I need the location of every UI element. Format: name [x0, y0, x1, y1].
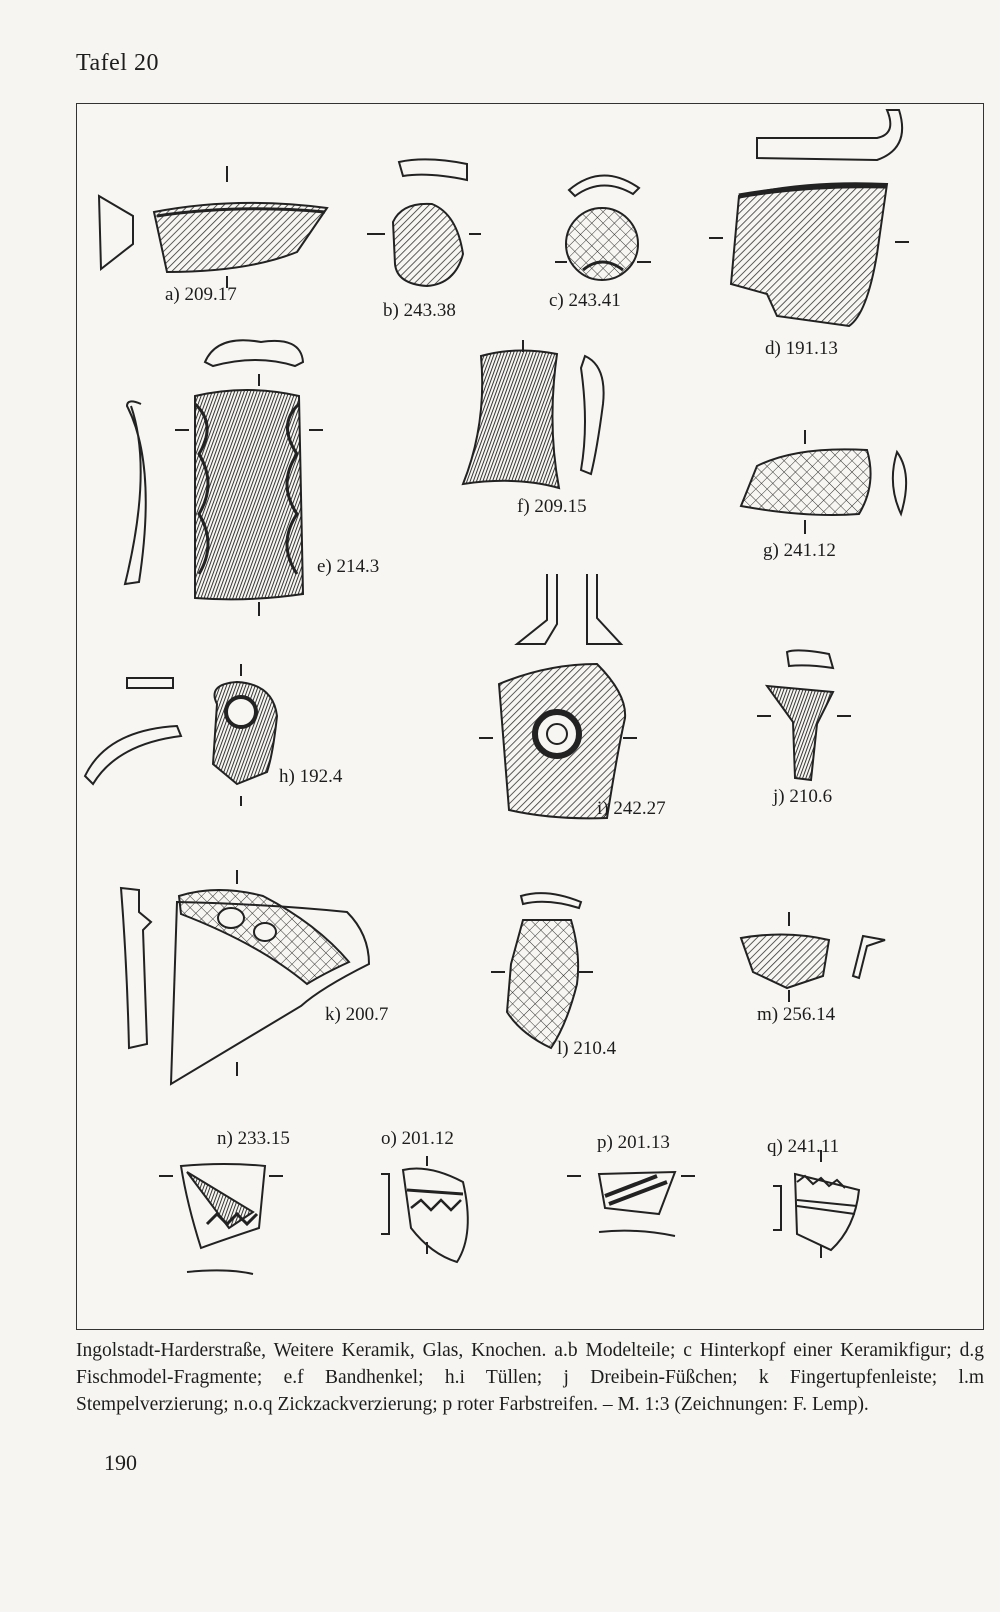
figure-label-b: b) 243.38	[383, 300, 456, 321]
fragment-l-profile-drawing	[517, 574, 621, 644]
fragment-a-drawing	[99, 166, 327, 288]
figure-label-d: d) 191.13	[765, 338, 838, 359]
fragment-l-drawing	[491, 893, 593, 1048]
figure-label-q: q) 241.11	[767, 1136, 840, 1157]
fragment-c-drawing	[555, 175, 651, 280]
fragment-f-drawing	[463, 340, 604, 488]
figure-label-l: l) 210.4	[557, 1038, 617, 1059]
figure-label-c: c) 243.41	[549, 290, 621, 311]
fragment-e-drawing	[125, 340, 323, 616]
fragment-j-drawing	[757, 650, 851, 780]
figure-label-i: i) 242.27	[597, 798, 666, 819]
figure-label-f: f) 209.15	[517, 496, 587, 517]
fragment-h-drawing	[85, 664, 277, 806]
figure-label-k: k) 200.7	[325, 1004, 389, 1025]
figure-label-o: o) 201.12	[381, 1128, 454, 1149]
figure-label-h: h) 192.4	[279, 766, 343, 787]
figure-label-m: m) 256.14	[757, 1004, 836, 1025]
figure-label-a: a) 209.17	[165, 284, 237, 305]
fragment-k-drawing	[121, 870, 369, 1084]
fragment-i-drawing	[479, 664, 637, 818]
figure-label-n: n) 233.15	[217, 1128, 290, 1149]
fragment-o-drawing	[381, 1156, 468, 1262]
drawing-frame	[76, 103, 984, 1330]
fragment-p-drawing	[567, 1172, 695, 1236]
figure-label-g: g) 241.12	[763, 540, 836, 561]
figure-label-j: j) 210.6	[773, 786, 833, 807]
plate-caption: Ingolstadt-Harderstraße, Weitere Keramik, Glas, Knochen. a.b Modelteile; c Hinterkopf einer Keramikfigur; d.g Fischmodel-Fragmente; e.f Bandhenkel; h.i Tüllen; j Dreibein-Füßchen; k Fingertupfenleiste; l.m Stempelverzierung; n.o.q Zickzackverzierung; p roter Farbstreifen. – M. 1:3 (Zeichnungen: F. Lemp).	[76, 1340, 984, 1415]
fragment-q-drawing	[773, 1150, 859, 1258]
plate-title: Tafel 20	[76, 50, 159, 76]
fragment-b-drawing	[367, 159, 481, 286]
fragment-n-drawing	[159, 1164, 283, 1274]
page-number: 190	[104, 1450, 137, 1475]
fragment-m-drawing	[741, 912, 885, 1002]
fragment-g-drawing	[741, 430, 906, 534]
figure-label-p: p) 201.13	[597, 1132, 670, 1153]
fragment-d-drawing	[709, 110, 909, 326]
figure-label-e: e) 214.3	[317, 556, 380, 577]
